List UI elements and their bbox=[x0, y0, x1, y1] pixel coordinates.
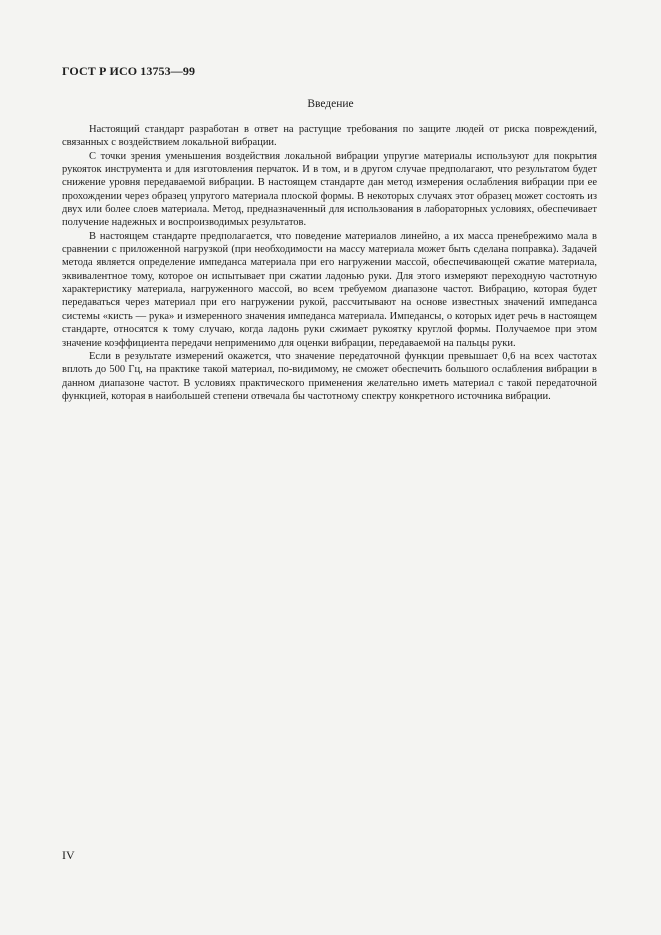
paragraph: В настоящем стандарте предполагается, что поведение материалов линейно, а их масса пренебрежимо мала в сравнении с приложенной нагрузкой (при необходимости на массу материала может быть сделана поправка). Задачей метода является определение импеданса материала при его нагружении массой, обеспечивающей сжатие материала, эквивалентное тому, которое он испытывает при сжатии ладонью руки. Для этого измеряют переходную частотную характеристику материала, нагруженного массой, во всем требуемом диапазоне частот. Вибрацию, которая будет передаваться через материал при его нагружении рукой, рассчитывают на основе известных значений импеданса системы «кисть — рука» и измеренного значения импеданса материала. Импедансы, о которых идет речь в настоящем стандарте, относятся к тому случаю, когда ладонь руки сжимает рукоятку круглой формы. Получаемое при этом значение коэффициента передачи неприменимо для оценки вибрации, передаваемой на пальцы руки. bbox=[62, 230, 597, 349]
paragraph: Настоящий стандарт разработан в ответ на растущие требования по защите людей от риска повреждений, связанных с воздействием локальной вибрации. bbox=[62, 124, 597, 149]
body-text bbox=[62, 123, 597, 403]
paragraph: С точки зрения уменьшения воздействия локальной вибрации упругие материалы используют для покрытия рукояток инструмента и для изготовления перчаток. И в том, и в другом случае предполагают, что результатом будет снижение уровня передаваемой вибрации. В настоящем стандарте дан метод измерения ослабления вибрации при ее прохождении через образец упругого материала плоской формы. В некоторых случаях этот образец может состоять из двух или более слоев материала. Метод, предназначенный для использования в лабораторных условиях, обеспечивает получение надежных и воспроизводимых результатов. bbox=[62, 150, 597, 229]
section-title: Введение bbox=[307, 98, 354, 110]
document-code-header: ГОСТ Р ИСО 13753—99 bbox=[62, 64, 196, 78]
paragraph: Если в результате измерений окажется, что значение передаточной функции превышает 0,6 на всех частотах вплоть до 500 Гц, на практике такой материал, по-видимому, не сможет обеспечить большого ослабления вибрации в данном диапазоне частот. В условиях практического применения желательно иметь материал с такой передаточной функцией, которая в наибольшей степени отвечала бы частотному спектру конкретного источника вибрации. bbox=[62, 350, 597, 402]
page-number: IV bbox=[62, 848, 75, 862]
